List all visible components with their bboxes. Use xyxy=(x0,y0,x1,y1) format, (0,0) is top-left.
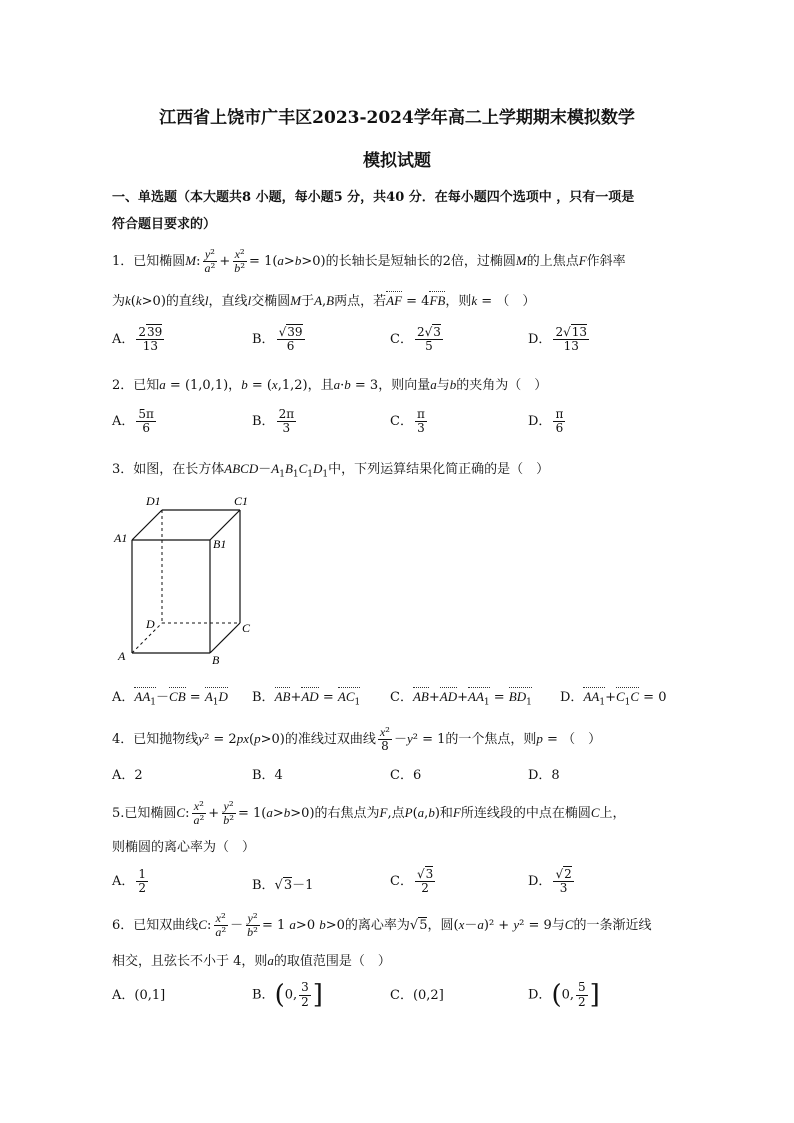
label-a: A xyxy=(118,649,126,663)
label-c1: C1 xyxy=(234,494,249,508)
q4-option-c[interactable]: C．6 xyxy=(390,768,422,783)
cuboid-figure xyxy=(112,490,262,670)
label-c: C xyxy=(242,621,251,635)
q4-option-d[interactable]: D．8 xyxy=(528,768,560,783)
q5-option-b[interactable]: B．√3－1 xyxy=(252,878,314,893)
q3-option-c[interactable]: C．$AB+AD+AA_1 = BD_1$ xyxy=(390,689,532,708)
question-1-cont: 为k(k>0)的直线l，直线l交椭圆M于A,B两点，若AF = 4FB，则k = （ ） xyxy=(112,293,536,309)
q1-option-d[interactable]: D． $\frac{2√13}{13}$ xyxy=(528,325,587,354)
label-d: D xyxy=(146,617,155,631)
q5-option-a[interactable]: A． $\frac{1}{2}$ xyxy=(112,867,147,896)
q5-option-c[interactable]: C． $\frac{√3}{2}$ xyxy=(390,867,434,896)
q5-option-d[interactable]: D． $\frac{√2}{3}$ xyxy=(528,867,572,896)
question-5-cont: 则椭圆的离心率为（ ） xyxy=(112,840,256,855)
question-2: 2．已知a = (1,0,1)，b = (x,1,2)，且a·b = 3，则向量a与b的夹角为（ ） xyxy=(112,377,548,393)
label-b1: B1 xyxy=(213,537,227,551)
title-line2: 模拟试题 xyxy=(363,151,431,171)
q1-option-b[interactable]: B． $\frac{√39}{6}$ xyxy=(252,325,303,354)
label-b: B xyxy=(212,653,220,667)
label-a1: A1 xyxy=(114,531,128,545)
title-line1: 江西省上饶市广丰区2023-2024学年高二上学期期末模拟数学 xyxy=(159,108,635,128)
question-6-cont: 相交，且弦长不小于 4，则a的取值范围是（ ） xyxy=(112,953,391,969)
q2-option-d[interactable]: D． $\frac{\pi}{6}$ xyxy=(528,407,564,436)
question-5: 5.已知椭圆C: $\frac{\text{x²}}{\text{a²}}$ + $\frac{\text{y²}}{\text{b²}}$ = 1(a>b>0)的右焦点为F,点P(a,b)和F所连线段的中点在椭圆C上， xyxy=(112,799,626,828)
q6-option-c[interactable]: C．(0,2] xyxy=(390,988,444,1003)
q2-option-b[interactable]: B． $\frac{2\pi}{3}$ xyxy=(252,407,295,436)
question-6: 6．已知双曲线C: $\frac{\text{x²}}{\text{a²}}$ － $\frac{\text{y²}}{\text{b²}}$ = 1 a>0 b>0的离心率为√5，圆(x－a)² + y² = 9与C的一条渐近线 xyxy=(112,911,652,940)
q1-option-a[interactable]: A． $\frac{239}{13}$ xyxy=(112,325,163,354)
section-heading-cont: 符合题目要求的） xyxy=(112,217,217,232)
section-heading: 一、单选题（本大题共8 小题，每小题5 分，共40 分．在每小题四个选项中 ，只有一项是 xyxy=(112,190,635,205)
q6-option-a[interactable]: A．(0,1] xyxy=(112,988,166,1003)
q3-option-a[interactable]: A．$AA_1-CB = A_1D$ xyxy=(112,689,228,708)
question-4: 4．已知抛物线y² = 2px(p>0)的准线过双曲线 $\frac{\text{x²}}{8}$ －y² = 1的一个焦点，则p = （ ） xyxy=(112,725,602,754)
q2-option-c[interactable]: C． $\frac{\pi}{3}$ xyxy=(390,407,425,436)
q2-option-a[interactable]: A． $\frac{5\pi}{6}$ xyxy=(112,407,154,436)
q6-option-b[interactable]: B．(0, $\frac{3}{2}$ ] xyxy=(252,980,323,1010)
q1-option-c[interactable]: C． $\frac{2√3}{5}$ xyxy=(390,325,441,354)
q3-option-b[interactable]: B．$AB+AD = AC_1$ xyxy=(252,689,361,708)
question-3: 3．如图，在长方体$ABCD-A_1B_1C_1D_1$中，下列运算结果化简正确的是（ ） xyxy=(112,461,550,480)
q4-option-b[interactable]: B．4 xyxy=(252,768,283,783)
q6-option-d[interactable]: D．(0, $\frac{5}{2}$ ] xyxy=(528,980,600,1010)
question-1: 1．已知椭圆M: $\frac{\text{y²}}{\text{a²}}$ + $\frac{\text{x²}}{\text{b²}}$ = 1(a>b>0)的长轴长是短轴长的2倍，过椭圆M的上焦点F作斜率 xyxy=(112,247,626,276)
q4-option-a[interactable]: A．2 xyxy=(112,768,143,783)
q3-option-d[interactable]: D．$AA_1+C_1C = 0$ xyxy=(560,689,667,708)
label-d1: D1 xyxy=(146,494,161,508)
